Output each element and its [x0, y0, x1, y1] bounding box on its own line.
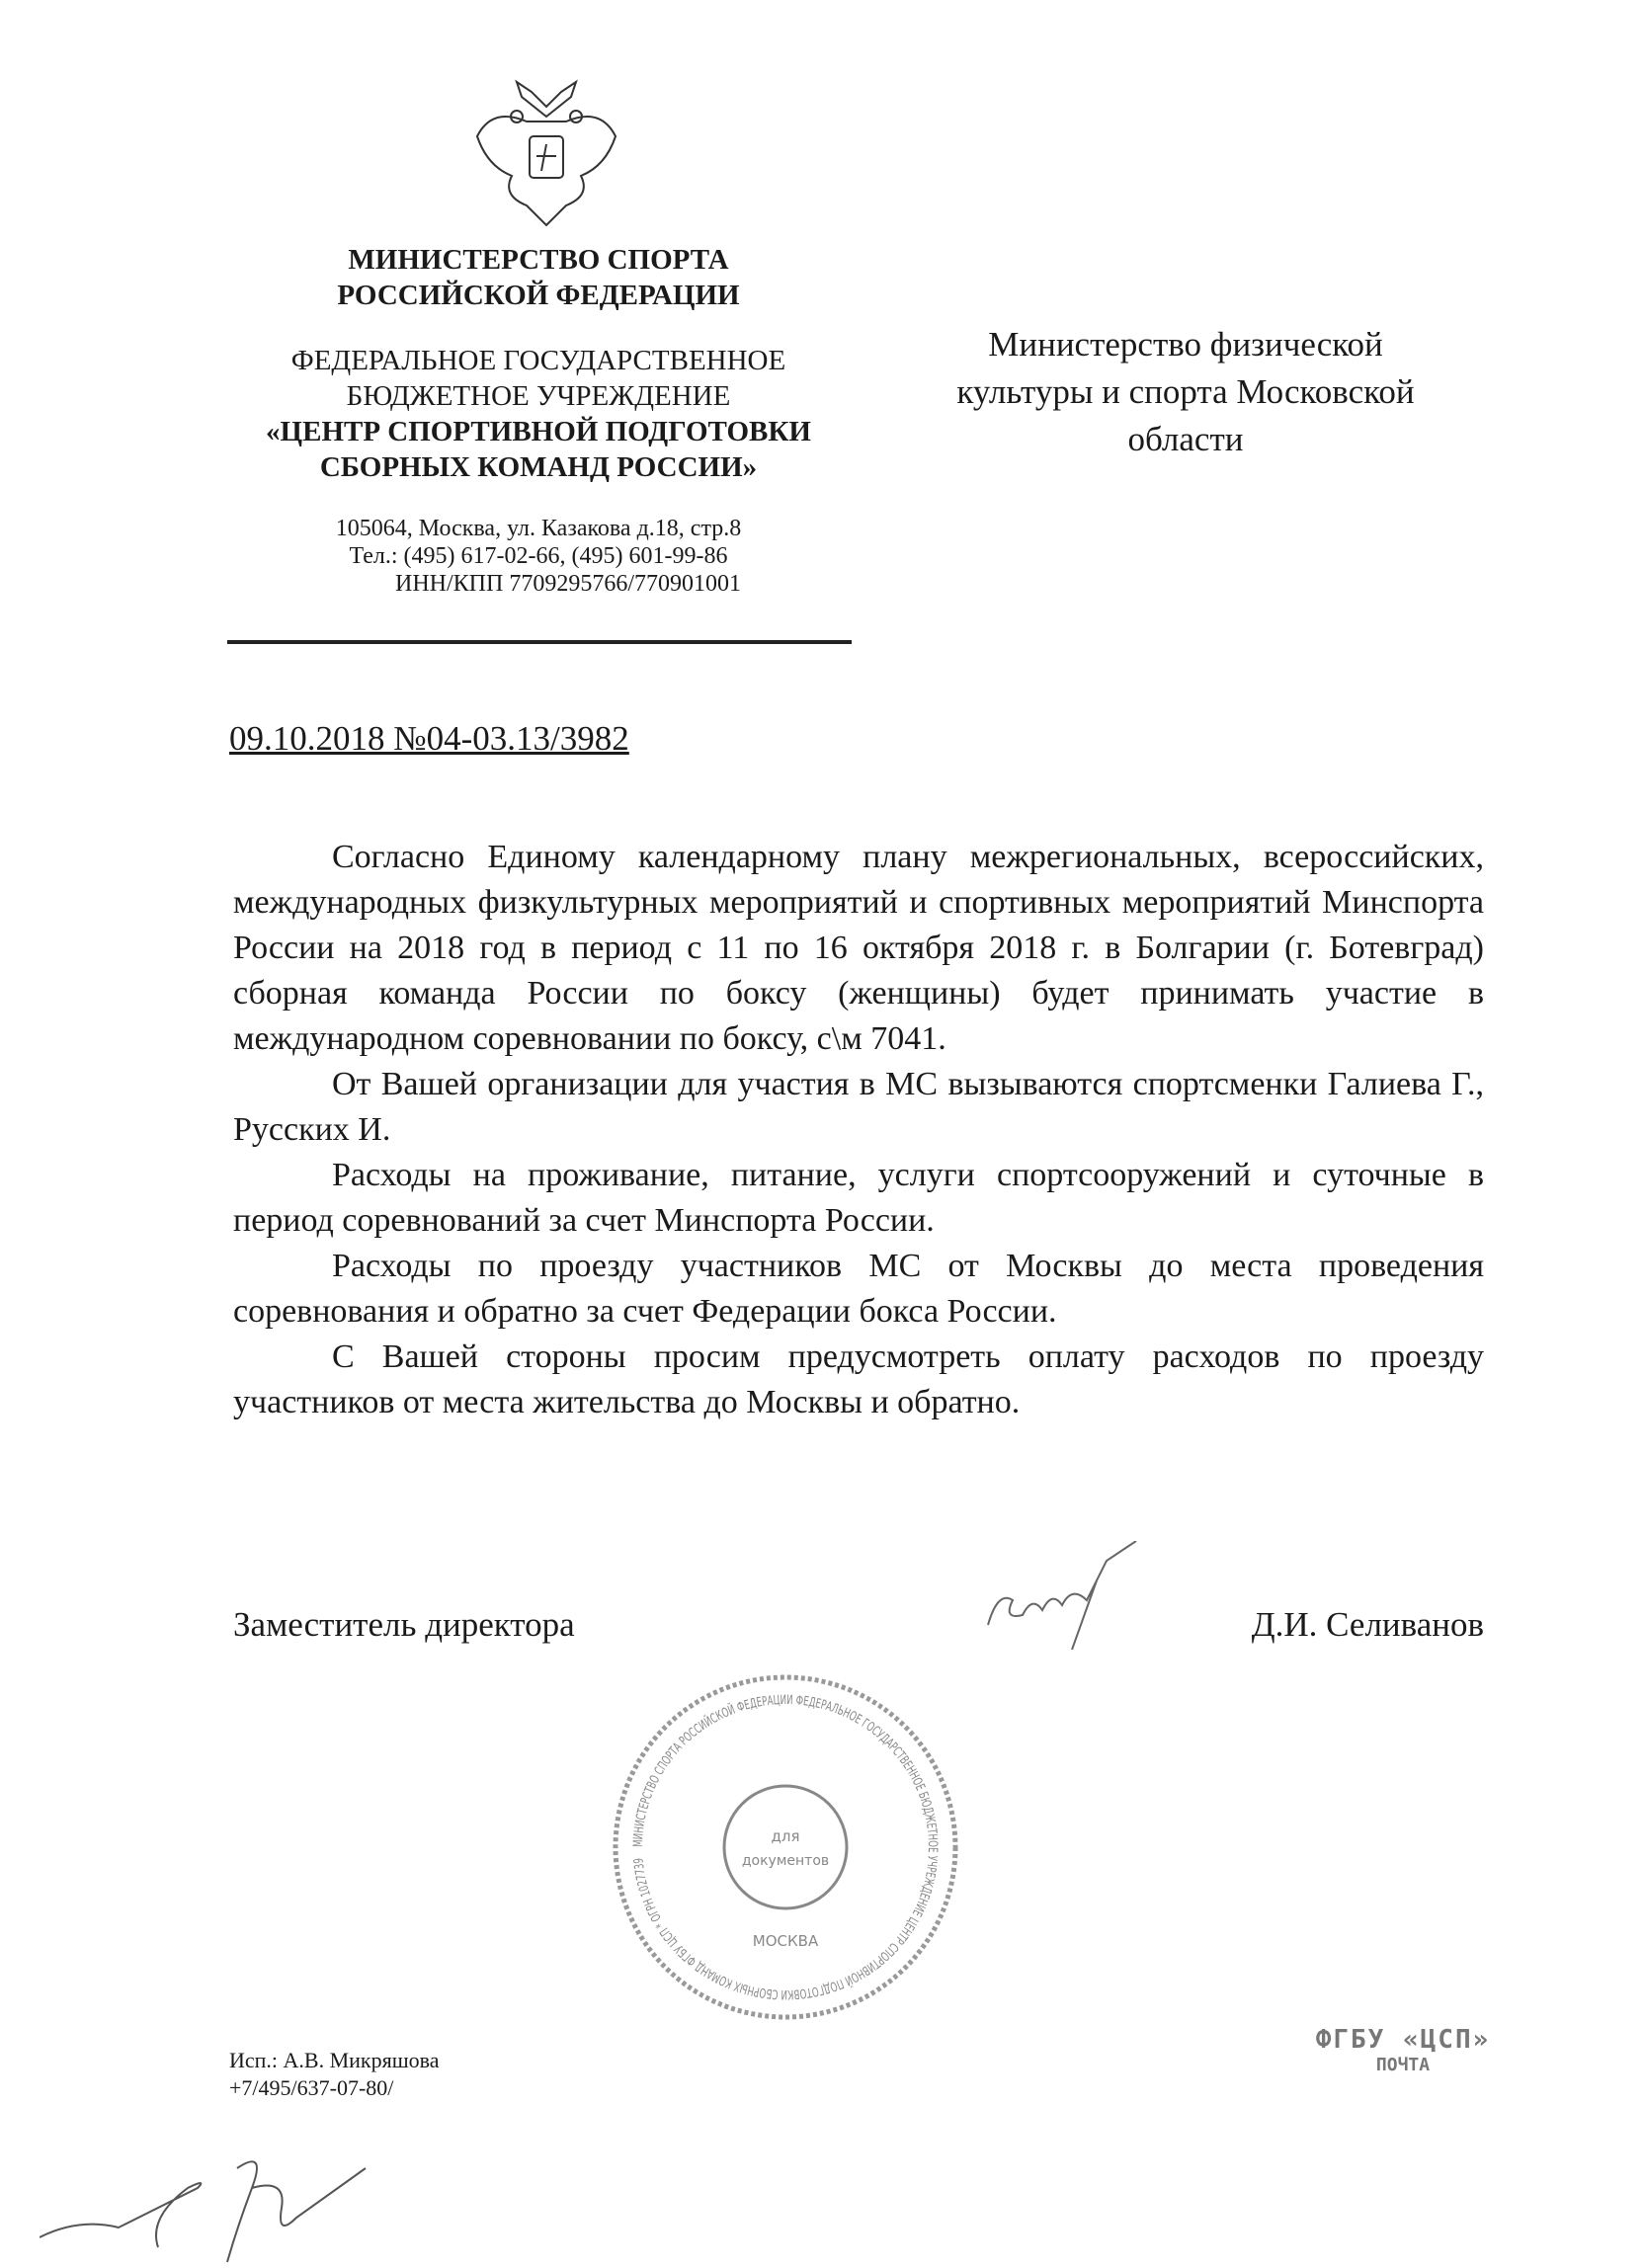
stamp-center-bottom: документов [741, 1853, 830, 1869]
handwritten-initials-icon [40, 2148, 395, 2268]
coat-of-arms-emblem-icon [472, 77, 620, 240]
paragraph: Расходы по проезду участников МС от Москвы до места проведения соревнования и обратно за счет Федерации бокса России. [233, 1248, 1484, 1330]
signer-name: Д.И. Селиванов [1251, 1605, 1484, 1644]
paragraph: Согласно Единому календарному плану межрегиональных, всероссийских, международных физкультурных мероприятий и спортивных мероприятий Минспорта России на 2018 год в период с 11 по 16 октября 2018 г. в Болгарии (г. Ботевград) сборная команда России по боксу (женщины) будет принимать участие в международном соревновании по боксу, с\м 7041. [233, 839, 1484, 1057]
postmark-stamp [1274, 2025, 1531, 2075]
postmark-org: ФГБУ «ЦСП» [1315, 2025, 1491, 2055]
date-number: 09.10.2018 №04-03.13/3982 [229, 719, 629, 758]
letterhead-divider [227, 640, 852, 644]
org-address: 105064, Москва, ул. Казакова д.18, стр.8 [335, 516, 742, 541]
stamp-center-top: для [771, 1827, 800, 1845]
signature-block [233, 1605, 1484, 1649]
stamp-ring-text: МИНИСТЕРСТВО СПОРТА РОССИЙСКОЙ ФЕДЕРАЦИИ ФЕДЕРАЛЬНОЕ ГОСУДАРСТВЕННОЕ БЮДЖЕТНОЕ УЧРЕЖДЕНИЕ ЦЕНТР СПОРТИВНОЙ ПОДГОТОВКИ СБОРНЫХ КОМАНД ФГБУ ЦСП * ОГРН 1027739 [630, 1692, 941, 2002]
org-name-2: СБОРНЫХ КОМАНД РОССИИ» [319, 451, 758, 483]
recipient: Министерство физической культуры и спорта Московской области [956, 325, 1415, 458]
ministry-name: МИНИСТЕРСТВО СПОРТА [348, 244, 729, 276]
stamp-city: МОСКВА [752, 1932, 819, 1950]
org-inn: ИНН/КПП 7709295766/770901001 [394, 571, 741, 597]
letter-body [233, 835, 1484, 1425]
handwritten-signature-icon [978, 1541, 1146, 1650]
ministry-name-2: РОССИЙСКОЙ ФЕДЕРАЦИИ [337, 280, 740, 311]
paragraph: От Вашей организации для участия в МС вызываются спортсменки Галиева Г., Русских И. [233, 1066, 1484, 1148]
org-type-2: БЮДЖЕТНОЕ УЧРЕЖДЕНИЕ [346, 380, 731, 412]
paragraph: Расходы на проживание, питание, услуги спортсооружений и суточные в период соревнований за счет Минспорта России. [233, 1157, 1484, 1239]
official-stamp [608, 1669, 963, 2025]
org-type: ФЕДЕРАЛЬНОЕ ГОСУДАРСТВЕННОЕ [290, 345, 786, 376]
executor-name: Исп.: А.В. Микряшова [229, 2048, 440, 2072]
paragraph: С Вашей стороны просим предусмотреть оплату расходов по проезду участников от места жительства до Москвы и обратно. [233, 1338, 1484, 1420]
signer-position: Заместитель директора [233, 1605, 575, 1644]
letterhead [217, 242, 860, 598]
postmark-label: ПОЧТА [1375, 2055, 1431, 2075]
executor-phone: +7/495/637-07-80/ [229, 2075, 394, 2100]
org-name: «ЦЕНТР СПОРТИВНОЙ ПОДГОТОВКИ [266, 416, 811, 447]
org-phone: Тел.: (495) 617-02-66, (495) 601-99-86 [349, 543, 728, 569]
executor-info [229, 2047, 440, 2102]
